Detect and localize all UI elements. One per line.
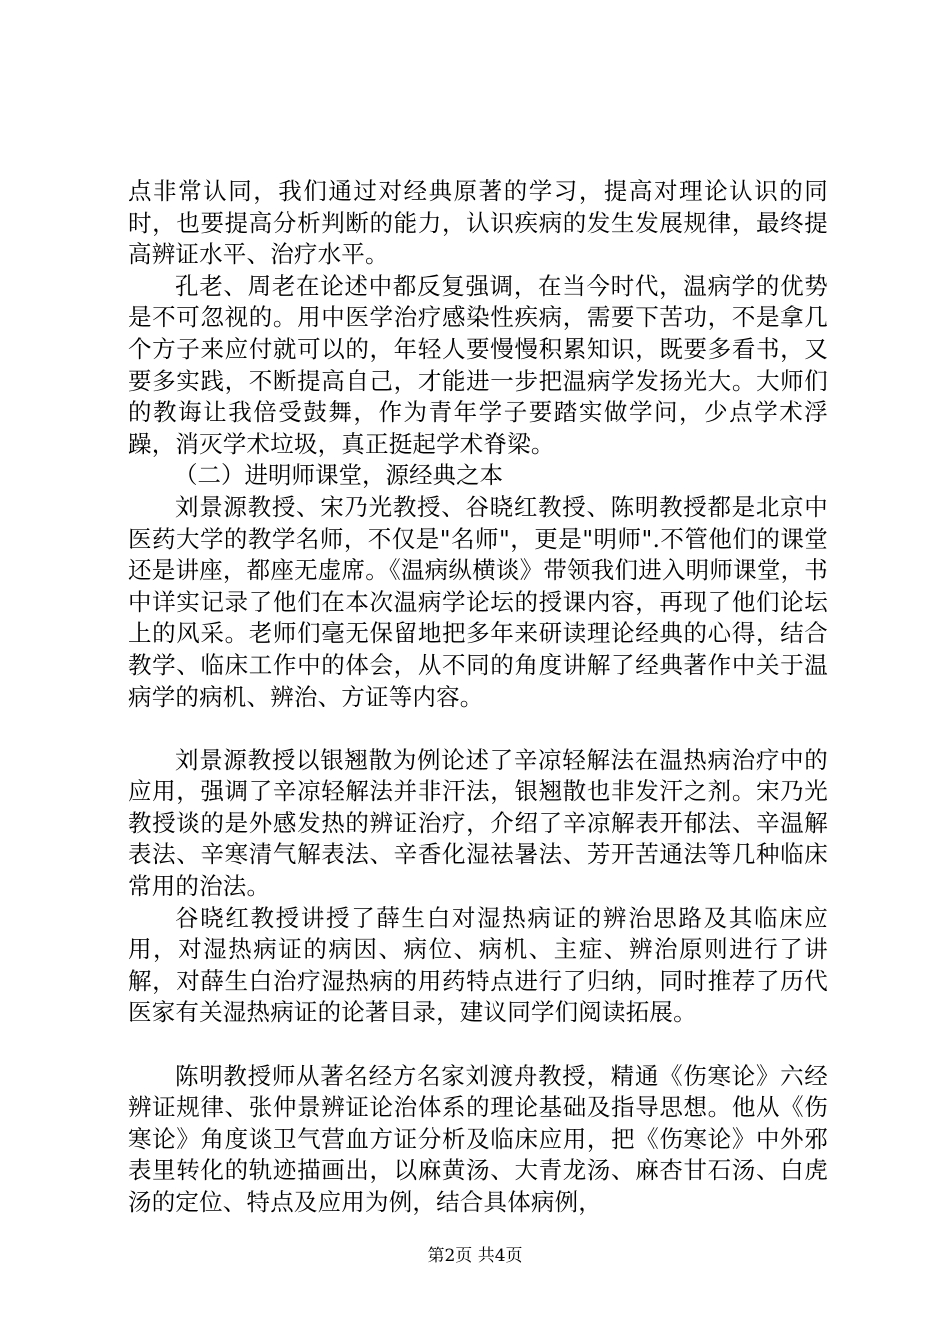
paragraph-6: 陈明教授师从著名经方名家刘渡舟教授，精通《伤寒论》六经辨证规律、张仲景辨证论治体系的理论基础及指导思想。他从《伤寒论》角度谈卫气营血方证分析及临床应用，把《伤寒论》中外邪表里转化的轨迹描画出，以麻黄汤、大青龙汤、麻杏甘石汤、白虎汤的定位、特点及应用为例，结合具体病例， [128,1061,828,1216]
paragraph-gap [128,713,828,745]
paragraph-4: 刘景源教授以银翘散为例论述了辛凉轻解法在温热病治疗中的应用，强调了辛凉轻解法并非汗法，银翘散也非发汗之剂。宋乃光教授谈的是外感发热的辨证治疗，介绍了辛凉解表开郁法、辛温解表法、辛寒清气解表法、辛香化湿祛暑法、芳开苦通法等几种临床常用的治法。 [128,745,828,901]
paragraph-1: 点非常认同，我们通过对经典原著的学习，提高对理论认识的同时，也要提高分析判断的能力，认识疾病的发生发展规律，最终提高辨证水平、治疗水平。 [128,177,828,269]
paragraph-5: 谷晓红教授讲授了薛生白对湿热病证的辨治思路及其临床应用，对湿热病证的病因、病位、病机、主症、辨治原则进行了讲解，对薛生白治疗湿热病的用药特点进行了归纳，同时推荐了历代医家有关湿热病证的论著目录，建议同学们阅读拓展。 [128,903,828,1027]
page-number-label: 第2页 共4页 [427,1246,523,1266]
paragraph-3: 刘景源教授、宋乃光教授、谷晓红教授、陈明教授都是北京中医药大学的教学名师，不仅是"名师"，更是"明师".不管他们的课堂还是讲座，都座无虚席。《温病纵横谈》带领我们进入明师课堂，书中详实记录了他们在本次温病学论坛的授课内容，再现了他们论坛上的风采。老师们毫无保留地把多年来研读理论经典的心得，结合教学、临床工作中的体会，从不同的角度讲解了经典著作中关于温病学的病机、辨治、方证等内容。 [128,492,828,711]
section-heading: （二）进明师课堂，源经典之本 [174,461,503,490]
paragraph-gap [128,1029,828,1061]
document-body [128,176,828,1219]
page-footer [0,1245,950,1267]
paragraph-2: 孔老、周老在论述中都反复强调，在当今时代，温病学的优势是不可忽视的。用中医学治疗感染性疾病，需要下苦功，不是拿几个方子来应付就可以的，年轻人要慢慢积累知识，既要多看书，又要多实践，不断提高自己，才能进一步把温病学发扬光大。大师们的教诲让我倍受鼓舞，作为青年学子要踏实做学问，少点学术浮躁，消灭学术垃圾，真正挺起学术脊梁。 [128,271,828,458]
